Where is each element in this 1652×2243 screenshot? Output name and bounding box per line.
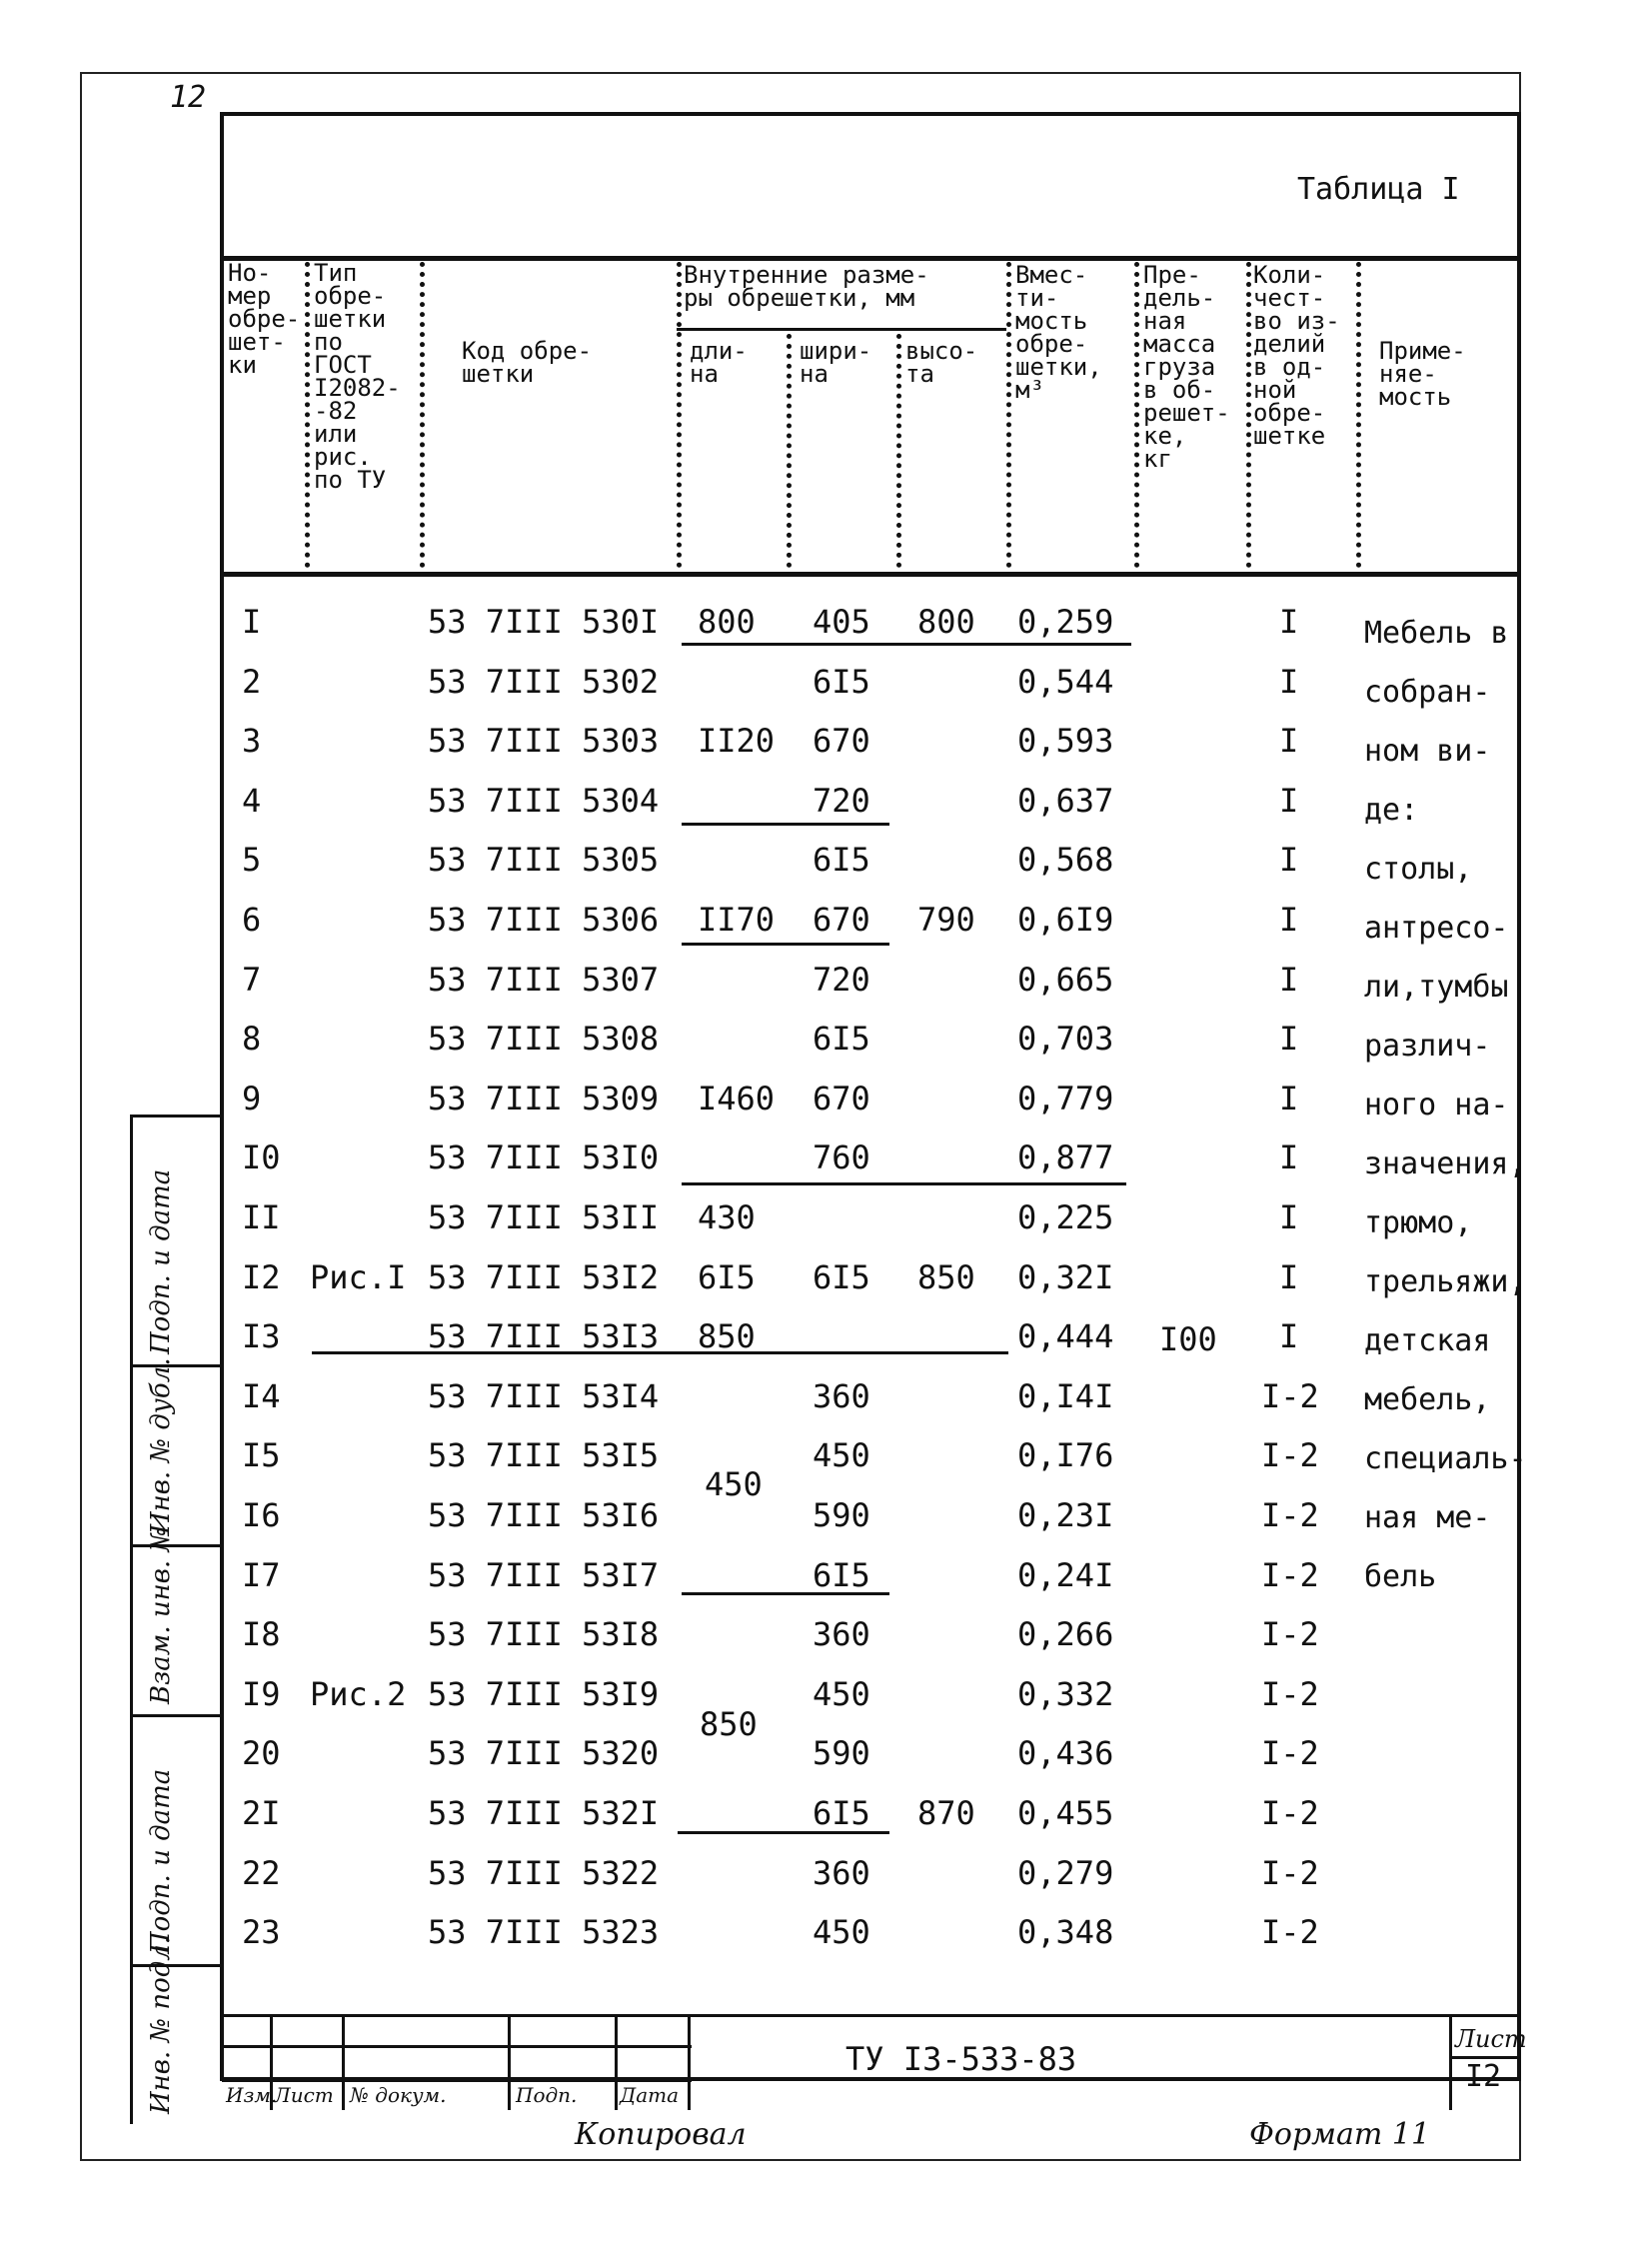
row-code: 53 7III 53I0 [428, 1138, 660, 1176]
row-number: 8 [242, 1020, 262, 1058]
row-code: 53 7III 53II [428, 1198, 660, 1236]
row-number: I9 [242, 1675, 281, 1713]
length-merged-450: 450 [705, 1465, 763, 1503]
row-height: 800 [917, 603, 975, 641]
row-capacity: 0,332 [1017, 1675, 1114, 1713]
row-width: 6I5 [813, 663, 870, 701]
row-code: 53 7III 5307 [428, 961, 660, 999]
side-label-orig-inv: Инв. № подл. [146, 1935, 176, 2114]
row-height: 790 [917, 901, 975, 939]
row-number: 2 [242, 663, 262, 701]
row-qty: I [1279, 1080, 1299, 1118]
side-label-repl-inv: Взам. инв. № [146, 1526, 176, 1704]
row-length: II70 [698, 901, 776, 939]
length-merged-850: 850 [700, 1705, 758, 1743]
row-qty: I [1279, 1020, 1299, 1058]
row-code: 53 7III 5308 [428, 1020, 660, 1058]
row-qty: I-2 [1261, 1615, 1319, 1653]
header-capacity: Вмес- ти- мость обре- шетки, м³ [1015, 261, 1102, 404]
header-type: Тип обре- шетки по ГОСТ I2082- -82 или рис. по ТУ [314, 259, 401, 494]
row-width: 670 [813, 722, 870, 760]
row-qty: I [1279, 663, 1299, 701]
row-number: 7 [242, 961, 262, 999]
row-number: I2 [242, 1258, 281, 1296]
row-width: 720 [813, 782, 870, 820]
row-width: 720 [813, 961, 870, 999]
row-number: I7 [242, 1556, 281, 1594]
row-number: I3 [242, 1317, 281, 1355]
row-capacity: 0,24I [1017, 1556, 1114, 1594]
row-width: 405 [813, 603, 870, 641]
row-type: Рис.I [310, 1258, 407, 1296]
row-capacity: 0,6I9 [1017, 901, 1114, 939]
row-capacity: 0,568 [1017, 841, 1114, 879]
row-width: 360 [813, 1615, 870, 1653]
max-mass-value: I00 [1159, 1320, 1217, 1358]
row-capacity: 0,544 [1017, 663, 1114, 701]
row-length: 800 [698, 603, 756, 641]
row-capacity: 0,637 [1017, 782, 1114, 820]
row-capacity: 0,I4I [1017, 1377, 1114, 1415]
header-code: Код обре- шетки [462, 337, 593, 388]
row-type: Рис.2 [310, 1675, 407, 1713]
row-length: 430 [698, 1198, 756, 1236]
row-qty: I-2 [1261, 1556, 1319, 1594]
row-width: 6I5 [813, 1556, 870, 1594]
row-number: 5 [242, 841, 262, 879]
row-qty: I [1279, 722, 1299, 760]
row-number: I4 [242, 1377, 281, 1415]
row-code: 53 7III 53I5 [428, 1436, 660, 1474]
row-number: 22 [242, 1854, 281, 1892]
row-number: I [242, 603, 262, 641]
header-width: шири- на [800, 337, 872, 388]
row-qty: I-2 [1261, 1734, 1319, 1772]
row-capacity: 0,32I [1017, 1258, 1114, 1296]
row-width: 6I5 [813, 1020, 870, 1058]
row-width: 670 [813, 1080, 870, 1118]
row-capacity: 0,779 [1017, 1080, 1114, 1118]
row-width: 450 [813, 1436, 870, 1474]
row-length: II20 [698, 722, 776, 760]
row-number: 3 [242, 722, 262, 760]
row-width: 760 [813, 1138, 870, 1176]
row-width: 6I5 [813, 1258, 870, 1296]
row-qty: I-2 [1261, 1913, 1319, 1951]
row-number: 4 [242, 782, 262, 820]
row-number: 6 [242, 901, 262, 939]
row-width: 450 [813, 1913, 870, 1951]
row-width: 450 [813, 1675, 870, 1713]
row-number: II [242, 1198, 281, 1236]
header-inner-dims: Внутренние разме- ры обрешетки, мм [684, 261, 929, 312]
row-width: 360 [813, 1377, 870, 1415]
row-code: 53 7III 5302 [428, 663, 660, 701]
row-number: I8 [242, 1615, 281, 1653]
header-qty: Коли- чест- во из- делий в од- ной обре- шетке [1253, 261, 1340, 450]
row-number: I6 [242, 1496, 281, 1534]
doc-code: ТУ I3-533-83 [845, 2040, 1077, 2078]
footer-format: Формат 11 [1249, 2117, 1431, 2152]
row-capacity: 0,665 [1017, 961, 1114, 999]
row-width: 670 [813, 901, 870, 939]
row-qty: I [1279, 1258, 1299, 1296]
side-stamp-line [130, 1115, 133, 2124]
row-qty: I-2 [1261, 1496, 1319, 1534]
row-qty: I-2 [1261, 1675, 1319, 1713]
row-length: 6I5 [698, 1258, 756, 1296]
row-capacity: 0,444 [1017, 1317, 1114, 1355]
row-code: 53 7III 5309 [428, 1080, 660, 1118]
row-code: 53 7III 5322 [428, 1854, 660, 1892]
row-number: 23 [242, 1913, 281, 1951]
applicability-text: Мебель в собран- ном ви- де: столы, антресо- ли,тумбы различ- ного на- значения, трюмо, трельяжи, детская мебель, специаль- ная ме- бель [1364, 616, 1527, 1594]
row-code: 53 7III 530I [428, 603, 660, 641]
row-capacity: 0,I76 [1017, 1436, 1114, 1474]
row-qty: I-2 [1261, 1377, 1319, 1415]
row-capacity: 0,593 [1017, 722, 1114, 760]
side-label-dup-inv: Инв. № дубл. [146, 1357, 176, 1534]
row-qty: I [1279, 961, 1299, 999]
row-capacity: 0,703 [1017, 1020, 1114, 1058]
row-code: 53 7III 5304 [428, 782, 660, 820]
row-height: 870 [917, 1794, 975, 1832]
row-code: 53 7III 53I3 [428, 1317, 660, 1355]
tb-list: Лист [274, 2083, 334, 2107]
side-label-sign-date: Подп. и дата [146, 1168, 176, 1354]
row-qty: I [1279, 782, 1299, 820]
row-width: 6I5 [813, 1794, 870, 1832]
row-height: 850 [917, 1258, 975, 1296]
header-applicability: Приме- няе- мость [1379, 337, 1466, 411]
row-number: 9 [242, 1080, 262, 1118]
tb-data: Дата [620, 2083, 680, 2107]
row-width: 360 [813, 1854, 870, 1892]
row-code: 53 7III 53I9 [428, 1675, 660, 1713]
row-code: 53 7III 53I2 [428, 1258, 660, 1296]
row-width: 590 [813, 1496, 870, 1534]
row-capacity: 0,455 [1017, 1794, 1114, 1832]
tb-docnum: № докум. [350, 2083, 447, 2107]
row-qty: I [1279, 1138, 1299, 1176]
row-capacity: 0,266 [1017, 1615, 1114, 1653]
row-qty: I-2 [1261, 1794, 1319, 1832]
sheet-number: I2 [1465, 2059, 1502, 2094]
row-qty: I-2 [1261, 1436, 1319, 1474]
header-max-mass: Пре- дель- ная масса груза в об- решет- ке, кг [1143, 261, 1230, 473]
tb-podp: Подп. [516, 2083, 578, 2107]
footer-copied: Копировал [575, 2117, 747, 2152]
header-number: Но- мер обре- шет- ки [228, 259, 301, 379]
tb-izm: Изм. [226, 2083, 278, 2107]
row-capacity: 0,436 [1017, 1734, 1114, 1772]
row-code: 53 7III 5305 [428, 841, 660, 879]
row-qty: I [1279, 901, 1299, 939]
header-height: высо- та [905, 337, 978, 388]
row-length: I460 [698, 1080, 776, 1118]
row-qty: I-2 [1261, 1854, 1319, 1892]
row-code: 53 7III 5306 [428, 901, 660, 939]
page-number: 12 [170, 80, 207, 115]
row-width: 590 [813, 1734, 870, 1772]
row-capacity: 0,348 [1017, 1913, 1114, 1951]
row-number: 2I [242, 1794, 281, 1832]
row-length: 850 [698, 1317, 756, 1355]
row-capacity: 0,279 [1017, 1854, 1114, 1892]
table-title: Таблица I [1297, 172, 1460, 207]
row-code: 53 7III 53I4 [428, 1377, 660, 1415]
side-label-sign-date-2: Подп. и дата [146, 1768, 176, 1954]
row-number: I0 [242, 1138, 281, 1176]
header-length: дли- на [690, 337, 748, 388]
row-code: 53 7III 5323 [428, 1913, 660, 1951]
row-code: 53 7III 53I7 [428, 1556, 660, 1594]
row-code: 53 7III 53I8 [428, 1615, 660, 1653]
row-capacity: 0,877 [1017, 1138, 1114, 1176]
row-code: 53 7III 5303 [428, 722, 660, 760]
row-code: 53 7III 532I [428, 1794, 660, 1832]
sheet-label: Лист [1455, 2025, 1527, 2053]
row-width: 6I5 [813, 841, 870, 879]
row-number: I5 [242, 1436, 281, 1474]
row-qty: I [1279, 841, 1299, 879]
row-capacity: 0,259 [1017, 603, 1114, 641]
row-qty: I [1279, 1317, 1299, 1355]
row-capacity: 0,225 [1017, 1198, 1114, 1236]
header-bottom-rule [222, 572, 1517, 577]
row-qty: I [1279, 603, 1299, 641]
row-number: 20 [242, 1734, 281, 1772]
row-code: 53 7III 5320 [428, 1734, 660, 1772]
row-code: 53 7III 53I6 [428, 1496, 660, 1534]
row-qty: I [1279, 1198, 1299, 1236]
row-capacity: 0,23I [1017, 1496, 1114, 1534]
